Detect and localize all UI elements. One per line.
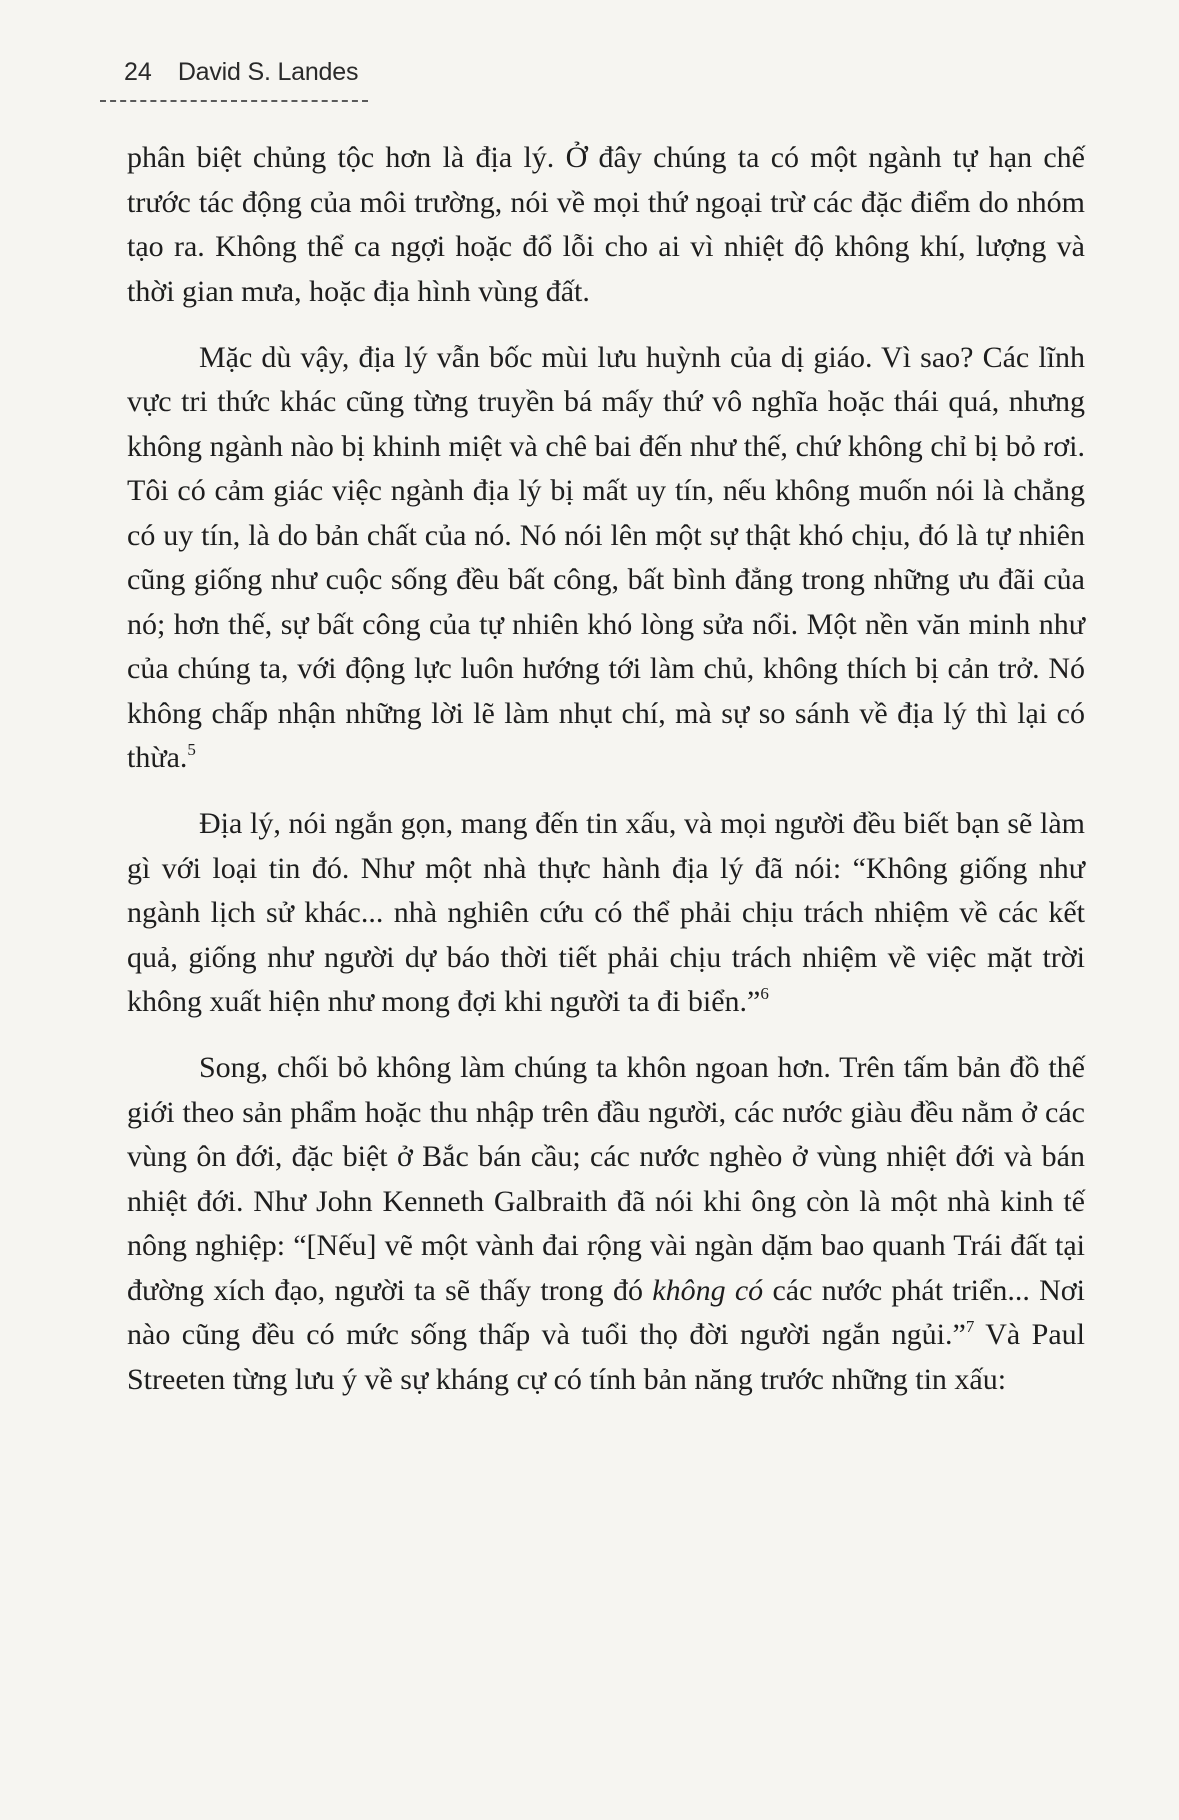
paragraph-text: phân biệt chủng tộc hơn là địa lý. Ở đây chúng ta có một ngành tự hạn chế trước tác động của môi trường, nói về mọi thứ ngoại trừ các đặc điểm do nhóm tạo ra. Không thể ca ngợi hoặc đổ lỗi cho ai vì nhiệt độ không khí, lượng và thời gian mưa, hoặc địa hình vùng đất. [127, 141, 1085, 308]
footnote-marker: 6 [760, 984, 769, 1003]
paragraph-continued [127, 136, 1085, 314]
page-number: 24 [124, 58, 152, 86]
running-head-author: David S. Landes [177, 58, 359, 86]
footnote-marker: 5 [187, 740, 196, 759]
paragraph-text: các nước phát triển... Nơi nào cũng đều có mức sống thấp và tuổi thọ đời người ngắn ngủi.” [127, 1273, 1085, 1351]
paragraph [127, 336, 1085, 781]
running-head [124, 58, 358, 87]
paragraph [127, 802, 1085, 1025]
paragraph [127, 1046, 1085, 1402]
paragraph-text: Mặc dù vậy, địa lý vẫn bốc mùi lưu huỳnh của dị giáo. Vì sao? Các lĩnh vực tri thức khác cũng từng truyền bá mấy thứ vô nghĩa hoặc thái quá, nhưng không ngành nào bị khinh miệt và chê bai đến như thế, chứ không chỉ bị bỏ rơi. Tôi có cảm giác việc ngành địa lý bị mất uy tín, nếu không muốn nói là chẳng có uy tín, là do bản chất của nó. Nó nói lên một sự thật khó chịu, đó là tự nhiên cũng giống như cuộc sống đều bất công, bất bình đẳng trong những ưu đãi của nó; hơn thế, sự bất công của tự nhiên khó lòng sửa nổi. Một nền văn minh như của chúng ta, với động lực luôn hướng tới làm chủ, không thích bị cản trở. Nó không chấp nhận những lời lẽ làm nhụt chí, mà sự so sánh về địa lý thì lại có thừa. [127, 340, 1085, 774]
italic-emphasis: không có [652, 1273, 764, 1307]
footnote-marker: 7 [965, 1317, 975, 1336]
body-text [127, 136, 1085, 1424]
paragraph-text: Song, chối bỏ không làm chúng ta khôn ngoan hơn. Trên tấm bản đồ thế giới theo sản phẩm hoặc thu nhập trên đầu người, các nước giàu đều nằm ở các vùng ôn đới, đặc biệt ở Bắc bán cầu; các nước nghèo ở vùng nhiệt đới và bán nhiệt đới. Như John Kenneth Galbraith đã nói khi ông còn là một nhà kinh tế nông nghiệp: “[Nếu] vẽ một vành đai rộng vài ngàn dặm bao quanh Trái đất tại đường xích đạo, người ta sẽ thấy trong đó [127, 1051, 1085, 1307]
paragraph-text: Địa lý, nói ngắn gọn, mang đến tin xấu, và mọi người đều biết bạn sẽ làm gì với loại tin đó. Như một nhà thực hành địa lý đã nói: “Không giống như ngành lịch sử khác... nhà nghiên cứu có thể phải chịu trách nhiệm về các kết quả, giống như người dự báo thời tiết phải chịu trách nhiệm về việc mặt trời không xuất hiện như mong đợi khi người ta đi biển.” [127, 807, 1085, 1018]
header-dashed-rule [100, 100, 368, 102]
paragraph-text: Và Paul Streeten từng lưu ý về sự kháng cự có tính bản năng trước những tin xấu: [127, 1318, 1085, 1396]
